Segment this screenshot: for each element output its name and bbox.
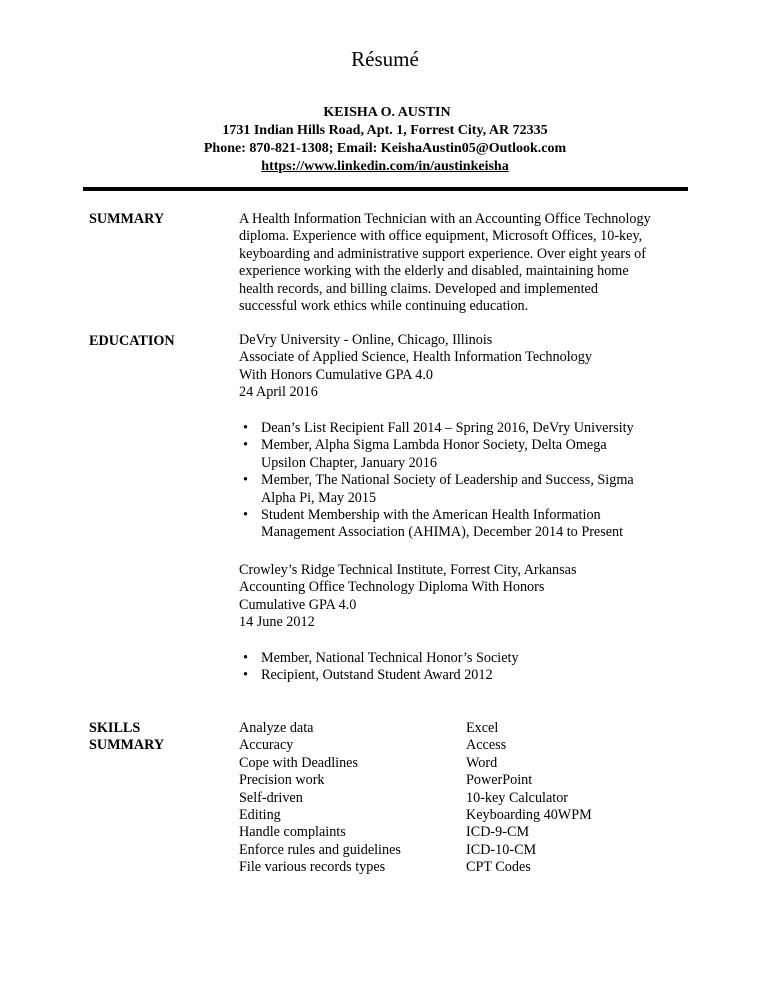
list-item: Word <box>466 754 498 771</box>
list-item: CPT Codes <box>466 859 531 876</box>
skills-label-line: SKILLS <box>89 720 141 736</box>
phone-email: Phone: 870-821-1308; Email: KeishaAustin05@Outlook.com <box>203 141 567 156</box>
list-item: Analyze data <box>239 720 314 736</box>
list-item: Cope with Deadlines <box>239 754 358 771</box>
school-name: Crowley’s Ridge Technical Institute, Forrest City, Arkansas <box>239 562 577 578</box>
list-item: Editing <box>239 807 281 824</box>
school-name: DeVry University - Online, Chicago, Illinois <box>239 332 493 348</box>
bullet-icon: • <box>243 420 248 436</box>
honors: With Honors Cumulative GPA 4.0 <box>239 366 433 383</box>
address: 1731 Indian Hills Road, Apt. 1, Forrest City, AR 72335 <box>222 123 548 138</box>
list-item: • Member, National Technical Honor’s Society <box>243 650 519 666</box>
contact-header <box>0 104 768 176</box>
list-item: PowerPoint <box>466 772 533 789</box>
list-item: • Student Membership with the American Health Information Management Association (AHIMA), December 2014 to Present <box>243 507 624 541</box>
technical-skills-list <box>466 720 592 877</box>
education-devry <box>239 332 689 402</box>
graduation-date: 14 June 2012 <box>239 614 315 631</box>
graduation-date: 24 April 2016 <box>239 384 318 401</box>
crowleys-honors-list <box>239 650 679 685</box>
linkedin-link[interactable]: https://www.linkedin.com/in/austinkeisha <box>261 159 509 174</box>
summary-line: diploma. Experience with office equipment, Microsoft Offices, 10-key, <box>239 228 643 245</box>
list-item: Handle complaints <box>239 824 346 841</box>
degree: Accounting Office Technology Diploma With Honors <box>239 579 545 596</box>
list-item: • Member, The National Society of Leadership and Success, Sigma Alpha Pi, May 2015 <box>243 472 634 506</box>
bullet-icon: • <box>243 667 248 684</box>
page-title: Résumé <box>351 47 419 71</box>
list-item: Excel <box>466 720 499 736</box>
list-item: • Recipient, Outstand Student Award 2012 <box>243 667 493 684</box>
summary-line: health records, and billing claims. Developed and implemented <box>239 280 598 297</box>
list-item: 10-key Calculator <box>466 789 569 806</box>
candidate-name: KEISHA O. AUSTIN <box>323 105 451 120</box>
list-item: • Dean’s List Recipient Fall 2014 – Spring 2016, DeVry University <box>243 420 634 436</box>
list-item: ICD-10-CM <box>466 841 537 858</box>
soft-skills-list <box>239 720 401 877</box>
education-label: EDUCATION <box>89 333 175 349</box>
bullet-icon: • <box>243 472 248 489</box>
list-item: Enforce rules and guidelines <box>239 841 401 858</box>
list-item: Access <box>466 737 507 754</box>
degree: Associate of Applied Science, Health Information Technology <box>239 349 592 366</box>
devry-honors-list <box>239 420 679 542</box>
list-item: Self-driven <box>239 789 303 806</box>
list-item: Keyboarding 40WPM <box>466 807 592 824</box>
gpa: Cumulative GPA 4.0 <box>239 596 357 613</box>
header-divider <box>83 187 688 191</box>
list-item: Precision work <box>239 772 325 789</box>
list-item: Accuracy <box>239 737 294 754</box>
summary-line: successful work ethics while continuing education. <box>239 298 529 315</box>
summary-line: keyboarding and administrative support experience. Over eight years of <box>239 245 646 262</box>
list-item: • Member, Alpha Sigma Lambda Honor Society, Delta Omega Upsilon Chapter, January 2016 <box>243 437 607 471</box>
education-crowleys-ridge <box>239 562 689 632</box>
skills-label <box>89 720 164 755</box>
bullet-icon: • <box>243 650 248 666</box>
summary-text <box>239 211 689 315</box>
bullet-icon: • <box>243 507 248 524</box>
summary-label: SUMMARY <box>89 211 165 227</box>
summary-line: A Health Information Technician with an Accounting Office Technology <box>239 211 651 227</box>
skills-label-line: SUMMARY <box>89 737 165 754</box>
bullet-icon: • <box>243 437 248 454</box>
list-item: ICD-9-CM <box>466 824 530 841</box>
summary-line: experience working with the elderly and disabled, maintaining home <box>239 263 629 280</box>
list-item: File various records types <box>239 859 386 876</box>
